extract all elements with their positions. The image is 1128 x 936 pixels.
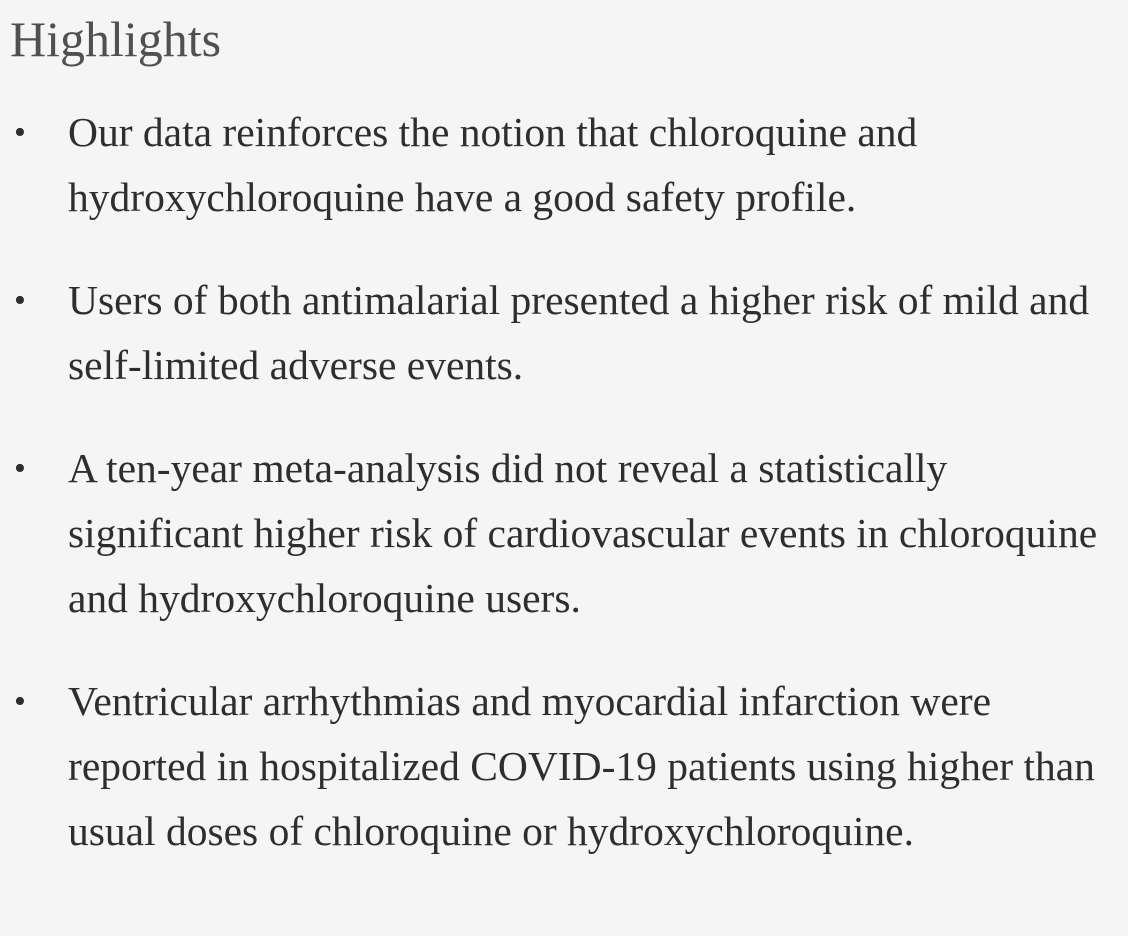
list-item-text: Users of both antimalarial presented a higher risk of mild and self-limited adverse events. <box>68 277 1090 388</box>
bullet-icon: • <box>14 450 26 487</box>
list-item <box>0 669 1110 864</box>
highlights-list <box>0 100 1110 902</box>
list-item-text: Ventricular arrhythmias and myocardial infarction were reported in hospitalized COVID-19 patients using higher than usual doses of chloroquine or hydroxychloroquine. <box>68 678 1095 854</box>
list-item <box>0 268 1110 398</box>
bullet-icon: • <box>14 683 26 720</box>
list-item <box>0 100 1110 230</box>
list-item <box>0 436 1110 631</box>
list-item-text: Our data reinforces the notion that chloroquine and hydroxychloroquine have a good safety profile. <box>68 109 918 220</box>
bullet-icon: • <box>14 282 26 319</box>
bullet-icon: • <box>14 114 26 151</box>
list-item-text: A ten-year meta-analysis did not reveal a statistically significant higher risk of cardiovascular events in chloroquine and hydroxychloroquine users. <box>68 445 1098 621</box>
section-title: Highlights <box>10 11 222 67</box>
